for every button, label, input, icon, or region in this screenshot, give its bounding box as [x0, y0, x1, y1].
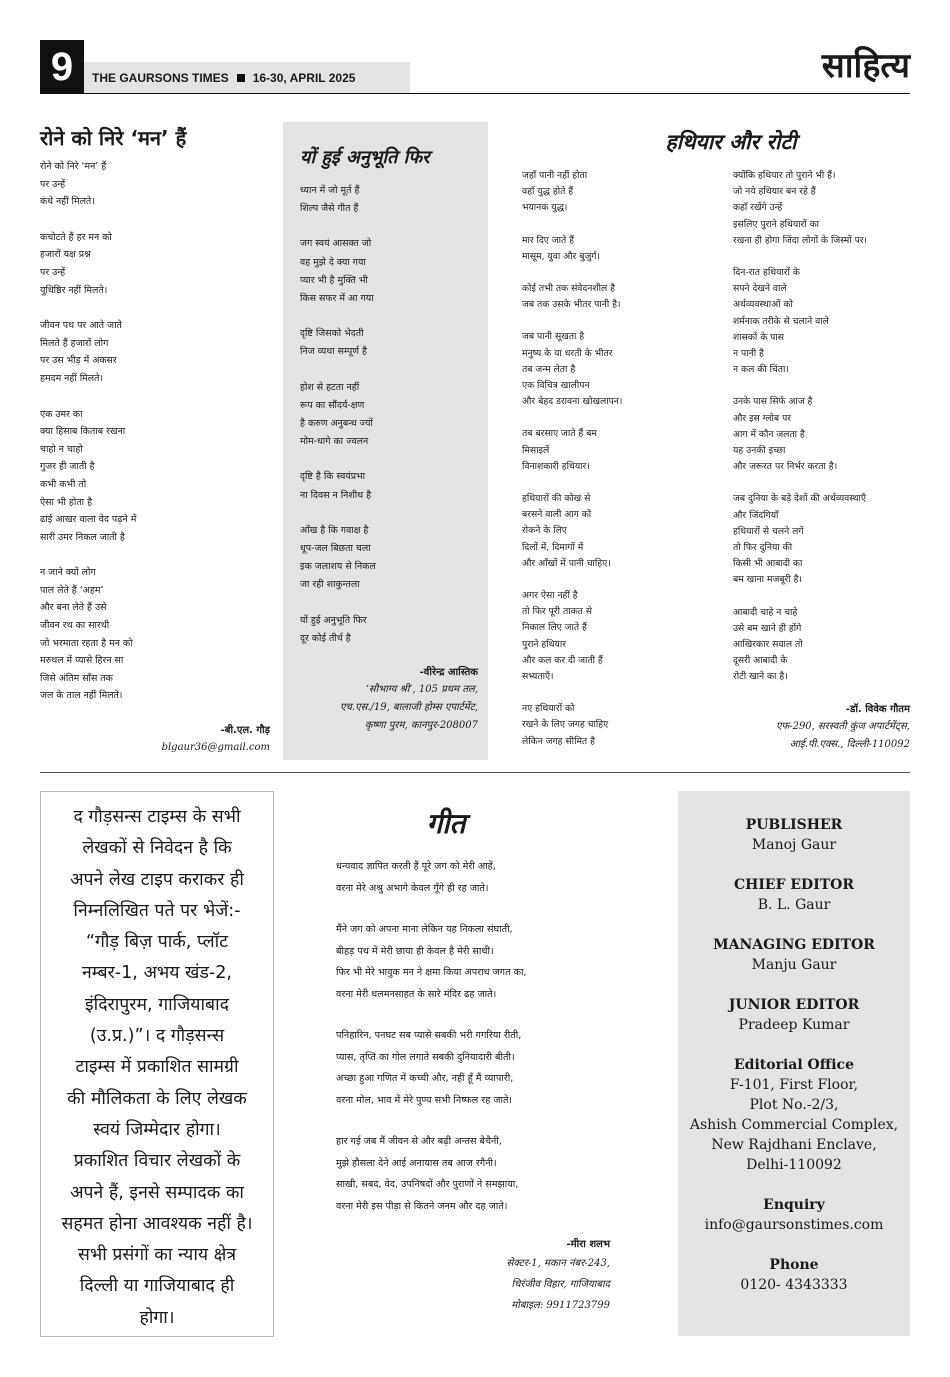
phone-number: 0120- 4343333: [740, 1277, 848, 1293]
stanza: [522, 491, 699, 572]
stanza: [336, 1025, 636, 1111]
verse-line: जब दुनिया के बड़े देशों की अर्थव्यवस्थाएँ: [733, 493, 866, 505]
verse-line: और आँखों में पानी चाहिए।: [522, 557, 611, 569]
verse-line: होश से हटता नहीं: [300, 381, 360, 393]
author-email: blgaur36@gmail.com: [161, 742, 270, 754]
verse-line: दिलों में, दिमागों में: [522, 541, 584, 553]
notice-line: अपने हैं, इनसे सम्पादक का: [70, 1182, 244, 1203]
office-line: F-101, First Floor,: [729, 1077, 859, 1093]
verse-line: जहाँ पानी नहीं होता: [522, 170, 588, 181]
stanza: [40, 564, 270, 705]
verse-line: सारी उमर निकल जाती है: [40, 531, 125, 543]
verse-line: ना दिवस न निशीथ है: [300, 489, 372, 501]
office-line: Ashish Commercial Complex,: [689, 1117, 899, 1133]
poem-geet: [336, 806, 636, 1316]
verse-line: निज व्यथा सम्पूर्ण है: [300, 346, 367, 358]
stanza: [336, 1131, 636, 1217]
verse-line: बरसने वाली आग को: [522, 509, 592, 521]
verse-line: वरना मेरी धलमनसाहत के सारे मंदिर ढह जाते।: [336, 988, 497, 1000]
verse-line: पर उन्हें: [40, 266, 66, 278]
verse-line: मरुथल में प्यासे हिरन सा: [40, 655, 124, 667]
poem-hathiyar: [522, 128, 910, 766]
verse-line: हजारों यक्ष प्रश्न: [40, 249, 91, 261]
verse-line: किसी भी आबादी का: [733, 558, 803, 570]
verse-line: चाहो न चाहो: [40, 443, 83, 455]
publisher-name: Manoj Gaur: [751, 837, 837, 853]
verse-line: कभी कभी तो: [40, 478, 87, 490]
notice-line: सहमत होना आवश्यक नहीं है।: [61, 1213, 253, 1234]
poem-title: रोने को निरे ‘मन’ हैं: [40, 126, 187, 150]
verse-line: विनाशकारी हथियार।: [522, 460, 590, 472]
verse-line: और जिंदगियाँ: [733, 509, 779, 521]
stanza: [300, 182, 478, 218]
verse-line: बीहड़ पथ में मेरी छाया ही केवल है मेरी साथी।: [336, 945, 494, 957]
verse-line: कंधे नहीं मिलते।: [40, 196, 95, 208]
verse-line: कहाँ रखेंगे उन्हें: [733, 202, 783, 214]
verse-line: एक उमर का: [40, 408, 83, 420]
stanza: [300, 612, 478, 648]
verse-line: वरना मेरे अश्रु अभागे केवल गूँगे ही रह जाते।: [336, 882, 489, 894]
stanza: [300, 522, 478, 595]
notice-line: इंदिरापुरम, गाजियाबाद: [85, 994, 229, 1015]
verse-line: निकाल लिए जाते हैं: [522, 622, 587, 634]
verse-line: दृष्टि जिसको भेदती: [300, 328, 364, 340]
publisher-label: PUBLISHER: [745, 817, 843, 833]
verse-line: न पानी है: [733, 348, 764, 360]
masthead-title: THE GAURSONS TIMES: [92, 71, 229, 85]
stanza: [522, 588, 699, 685]
poem-anubhuti: [283, 122, 488, 760]
stanza: [522, 281, 699, 313]
stanza: [522, 233, 699, 265]
verse-line: वरना मेरी इस पीड़ा से कितने जनम और दह जाते।: [336, 1200, 508, 1212]
verse-line: धूप-जल बिछता चला: [300, 543, 371, 555]
chief-editor-block: [678, 875, 910, 915]
verse-line: यों हुई अनुभूति फिर: [300, 614, 367, 626]
verse-line: क्योंकि हथियार तो पुराने भी हैं।: [733, 170, 836, 181]
office-line: New Rajdhani Enclave,: [711, 1137, 877, 1153]
stanza: [40, 229, 270, 299]
editorial-credits: [678, 791, 910, 1336]
verse-line: अर्थव्यवस्थाओं को: [733, 299, 793, 311]
stanza: [300, 235, 478, 308]
address-line: मोबाइल: 9911723799: [511, 1300, 610, 1311]
author-notice-box: [40, 791, 274, 1337]
poem-body-left: [522, 168, 699, 766]
verse-line: जो भरमाता रहता है मन को: [40, 637, 133, 649]
poem-body: [40, 158, 270, 705]
author-address: [690, 718, 910, 754]
stanza: [40, 317, 270, 387]
verse-line: सभ्यताएँ।: [522, 671, 554, 683]
author-address: [300, 681, 478, 735]
stanza: [522, 168, 699, 217]
verse-line: जग स्वयं आसक्त जो: [300, 238, 372, 250]
verse-line: वहाँ युद्ध होते हैं: [522, 186, 574, 198]
verse-line: न कल की चिंता।: [733, 364, 789, 376]
verse-line: यह उनकी इच्छा: [733, 445, 786, 457]
enquiry-label: Enquiry: [763, 1197, 825, 1213]
verse-line: ढाई आखर वाला वेद पढ़ने में: [40, 514, 137, 526]
poem-title: यों हुई अनुभूति फिर: [300, 147, 430, 168]
verse-line: रूप का सौंदर्य-क्षण: [300, 399, 365, 411]
stanza: [522, 426, 699, 475]
verse-line: प्यास, तृप्ति का गोल लगाते सबकी दुनियादारी बीती।: [336, 1051, 515, 1063]
author-address: [336, 1253, 610, 1316]
notice-line: लेखकों से निवेदन है कि: [82, 838, 232, 859]
verse-line: गुजर ही जाती है: [40, 461, 95, 473]
verse-line: इक जलाशय से निकल: [300, 561, 376, 573]
poem-body: [300, 182, 478, 648]
verse-line: मिलते हैं हजारों लोग: [40, 337, 109, 349]
verse-line: शिल्प जैसे गीत हैं: [300, 203, 359, 215]
publisher-block: [678, 815, 910, 855]
chief-editor-label: CHIEF EDITOR: [733, 877, 854, 893]
masthead-bar: [84, 62, 410, 94]
poem-credit: [690, 702, 910, 754]
section-title: साहित्य: [821, 46, 910, 86]
verse-line: रोने को निरे ‘मन’ हैं: [40, 161, 107, 172]
verse-line: हमदम नहीं मिलते।: [40, 372, 104, 384]
verse-line: आखिरकार सवाल तो: [733, 639, 803, 651]
notice-line: निम्नलिखित पते पर भेजें:-: [73, 900, 241, 921]
verse-line: आबादी चाहे न चाहे: [733, 606, 798, 618]
verse-line: दूसरी आबादी के: [733, 655, 788, 667]
poem-body: [336, 856, 636, 1217]
page-header: [40, 40, 910, 94]
verse-line: मोम-धागे का ज्वलन: [300, 436, 369, 448]
poem-author: -वीरेन्द्र आस्तिक: [419, 667, 478, 679]
verse-line: हथियारों से चलने लगें: [733, 525, 804, 537]
verse-line: किस सफर में आ गया: [300, 293, 374, 305]
address-line: आई.पी.एक्स., दिल्ली-110092: [789, 739, 910, 750]
enquiry-block: [678, 1195, 910, 1235]
office-label: Editorial Office: [734, 1057, 854, 1073]
stanza: [733, 168, 910, 249]
verse-line: मिसाइलें: [522, 444, 550, 456]
notice-line: टाइम्स में प्रकाशित सामग्री: [75, 1057, 239, 1078]
verse-line: तो फिर पूरी ताकत से: [522, 606, 592, 618]
office-block: [678, 1055, 910, 1175]
notice-line: की मौलिकता के लिए लेखक: [67, 1088, 247, 1109]
phone-block: [678, 1255, 910, 1295]
verse-line: धन्यवाद ज्ञापित करती हैं पूरे जग को मेरी आहें,: [336, 861, 496, 872]
verse-line: अगर ऐसा नहीं है: [522, 590, 578, 602]
verse-line: मनुष्य के या धरती के भीतर: [522, 347, 613, 359]
verse-line: पुराने हथियार: [522, 638, 566, 650]
verse-line: फिर भी मेरे भावुक मन ने क्षमा किया अपराध जगत का,: [336, 967, 527, 978]
verse-line: साखी, सबद, वेद, उपनिषदों और पुराणों ने समझाया,: [336, 1179, 519, 1190]
verse-line: हार गई जब मैं जीवन से और बढ़ी अन्तस बेचैनी,: [336, 1136, 502, 1147]
notice-line: सभी प्रसंगों का न्याय क्षेत्र: [77, 1245, 237, 1266]
notice-line: (उ.प्र.)”। द गौड़सन्स: [89, 1026, 225, 1047]
verse-line: पाल लेते हैं ‘अहम’: [40, 584, 104, 596]
verse-line: मासूम, युवा और बुजुर्ग।: [522, 250, 600, 262]
verse-line: जीवन रथ का सारथी: [40, 620, 110, 632]
verse-line: और जरूरत पर निर्भर करता है।: [733, 461, 838, 473]
verse-line: उनके पास सिर्फ आज है: [733, 396, 813, 408]
stanza: [300, 468, 478, 504]
verse-line: और कल कर दी जाती हैं: [522, 654, 603, 666]
address-line: सेक्टर-1, मकान नंबर-243,: [506, 1258, 610, 1269]
notice-line: नम्बर-1, अभय खंड-2,: [82, 963, 232, 984]
verse-line: दूर कोई तीर्थ है: [300, 632, 351, 644]
poem-author: -बी.एल. गौड़: [220, 725, 270, 737]
verse-line: कचोटते हैं हर मन को: [40, 231, 112, 243]
verse-line: और बेहद डरावना खोखलापन।: [522, 396, 623, 408]
verse-line: भयानक युद्ध।: [522, 202, 568, 214]
stanza: [733, 491, 910, 588]
verse-line: और इस ग्लोब पर: [733, 412, 792, 424]
verse-line: रोकने के लिए: [522, 525, 567, 537]
verse-line: वह मुझे दे क्या गया: [300, 256, 366, 268]
verse-line: जा रही शाकुन्तला: [300, 579, 360, 591]
verse-line: और बना लेते हैं उसे: [40, 602, 107, 614]
notice-line: दिल्ली या गाजियाबाद ही: [79, 1276, 235, 1297]
verse-line: वरना मोल, भाव में मेरे पुण्य सभी निष्फल रह जाते।: [336, 1094, 513, 1106]
enquiry-email: info@gaursonstimes.com: [704, 1217, 884, 1233]
verse-line: ऐसा भी होता है: [40, 496, 93, 508]
header-divider: [84, 93, 910, 94]
verse-line: जब पानी सूखता है: [522, 331, 585, 343]
address-line: ‘सौभाग्य श्री’, 105 प्रथम तल,: [365, 684, 478, 696]
office-address: [678, 1075, 910, 1175]
verse-line: शासकों के पास: [733, 331, 784, 343]
junior-editor-name: Pradeep Kumar: [738, 1017, 850, 1033]
notice-line: स्वयं जिम्मेदार होगा।: [93, 1119, 221, 1140]
stanza: [300, 379, 478, 452]
notice-line: “गौड़ बिज़ पार्क, प्लॉट: [85, 932, 229, 953]
notice-line: द गौड़सन्स टाइम्स के सभी: [73, 807, 241, 827]
stanza: [40, 158, 270, 211]
verse-line: है करुण अनुबन्ध ज्यों: [300, 418, 373, 430]
verse-line: आँख है कि गवाक्ष है: [300, 524, 369, 536]
verse-line: दृष्टि है कि स्वयंप्रभा: [300, 471, 366, 483]
notice-line: होगा।: [139, 1307, 175, 1328]
verse-line: बम खाना मजबूरी है।: [733, 574, 802, 586]
verse-line: जल के ताल नहीं मिलते।: [40, 690, 123, 702]
stanza: [300, 325, 478, 361]
verse-line: नए हथियारों को: [522, 703, 575, 715]
verse-line: सपने देखने वाले: [733, 283, 787, 295]
chief-editor-name: B. L. Gaur: [757, 897, 831, 913]
verse-line: जब तक उसके भीतर पानी है।: [522, 299, 621, 311]
verse-line: अच्छा हुआ गणित में कच्ची और, नहीं हूँ मैं व्यापारी,: [336, 1073, 514, 1084]
verse-line: जीवन पथ पर आते जाते: [40, 320, 122, 332]
verse-line: प्यार भी है मुक्ति भी: [300, 274, 368, 286]
address-line: चिरंजीव विहार, गाजियाबाद: [511, 1279, 610, 1290]
verse-line: मार दिए जाते हैं: [522, 234, 575, 246]
verse-line: हथियारों की कोख से: [522, 493, 591, 505]
address-line: एफ-290, सरस्वती कुंज अपार्टमेंट्स,: [775, 721, 910, 732]
verse-line: मैंने जग को अपना माना लेकिन यह निकला संघाती,: [336, 924, 513, 935]
verse-line: कोई तभी तक संवेदनशील है: [522, 283, 616, 295]
managing-editor-block: [678, 935, 910, 975]
stanza: [733, 265, 910, 378]
poem-rone-ko: [40, 124, 270, 757]
poem-author: -डॉ. विवेक गौतम: [845, 704, 910, 715]
verse-line: मुझे हौसला देने आई अनायास तब आज रगैनी।: [336, 1157, 497, 1169]
issue-date: 16-30, APRIL 2025: [252, 71, 356, 85]
verse-line: रखने के लिए जगह चाहिए: [522, 719, 609, 731]
stanza: [40, 406, 270, 547]
poem-body-right: [733, 168, 910, 686]
verse-line: शर्मनाक तरीके से चलाने वाले: [733, 315, 829, 327]
office-line: Plot No.-2/3,: [749, 1097, 839, 1113]
section-divider: [40, 772, 910, 773]
junior-editor-label: JUNIOR EDITOR: [728, 997, 860, 1013]
notice-line: अपने लेख टाइप कराकर ही: [70, 869, 244, 890]
stanza: [336, 856, 636, 899]
verse-line: दिन-रात हथियारों के: [733, 267, 800, 279]
verse-line: उसे बम खाने ही होंगे: [733, 622, 802, 634]
stanza: [336, 919, 636, 1005]
verse-line: क्या हिसाब किताब रखना: [40, 426, 126, 438]
junior-editor-block: [678, 995, 910, 1035]
verse-line: जो नये हथियार बन रहे हैं: [733, 186, 816, 198]
verse-line: रखना ही होगा जिंदा लोगों के जिस्मों पर।: [733, 234, 868, 246]
managing-editor-label: MANAGING EDITOR: [713, 937, 875, 953]
verse-line: लेकिन जगह सीमित है: [522, 735, 595, 747]
stanza: [733, 605, 910, 686]
verse-line: तो फिर दुनिया की: [733, 542, 793, 554]
address-line: एच.एस./19, बालाजी होम्स एपार्टमेंट,: [340, 702, 478, 714]
verse-line: इसलिए पुराने हथियारों का: [733, 218, 820, 230]
verse-line: जिसे अंतिम साँस तक: [40, 672, 113, 684]
verse-line: रोटी खाने का है।: [733, 671, 788, 683]
poem-title: गीत: [426, 807, 466, 840]
square-bullet-icon: [237, 74, 245, 82]
poem-title: हथियार और रोटी: [665, 130, 797, 154]
page-number: 9: [40, 40, 84, 94]
verse-line: तब जन्म लेता है: [522, 363, 576, 375]
verse-line: आग में कौन जलता है: [733, 428, 805, 440]
verse-line: एक विचित्र खालीपन: [522, 380, 590, 392]
poem-author: -मीरा शलभ: [566, 1239, 610, 1250]
verse-line: न जाने क्यों लोग: [40, 567, 96, 579]
office-line: Delhi-110092: [746, 1157, 842, 1173]
phone-label: Phone: [769, 1257, 819, 1273]
verse-line: तब बरसाए जाते हैं बम: [522, 428, 597, 440]
verse-line: पनिहारिन, पनघट सब प्यासे सबकी भरी गगरिया रीती,: [336, 1030, 522, 1041]
verse-line: पर उस भीड़ में अकसर: [40, 355, 117, 367]
stanza: [522, 701, 699, 750]
verse-line: पर उन्हें: [40, 178, 66, 190]
poem-body-right-wrap: [733, 168, 910, 766]
managing-editor-name: Manju Gaur: [751, 957, 837, 973]
verse-line: युधिष्ठिर नहीं मिलते।: [40, 284, 108, 296]
stanza: [733, 394, 910, 475]
verse-line: ध्यान में जो मूर्त हैं: [300, 185, 360, 196]
address-line: कृष्णा पुरम, कानपुर-208007: [364, 720, 478, 732]
notice-line: प्रकाशित विचार लेखकों के: [73, 1151, 241, 1172]
stanza: [522, 329, 699, 410]
